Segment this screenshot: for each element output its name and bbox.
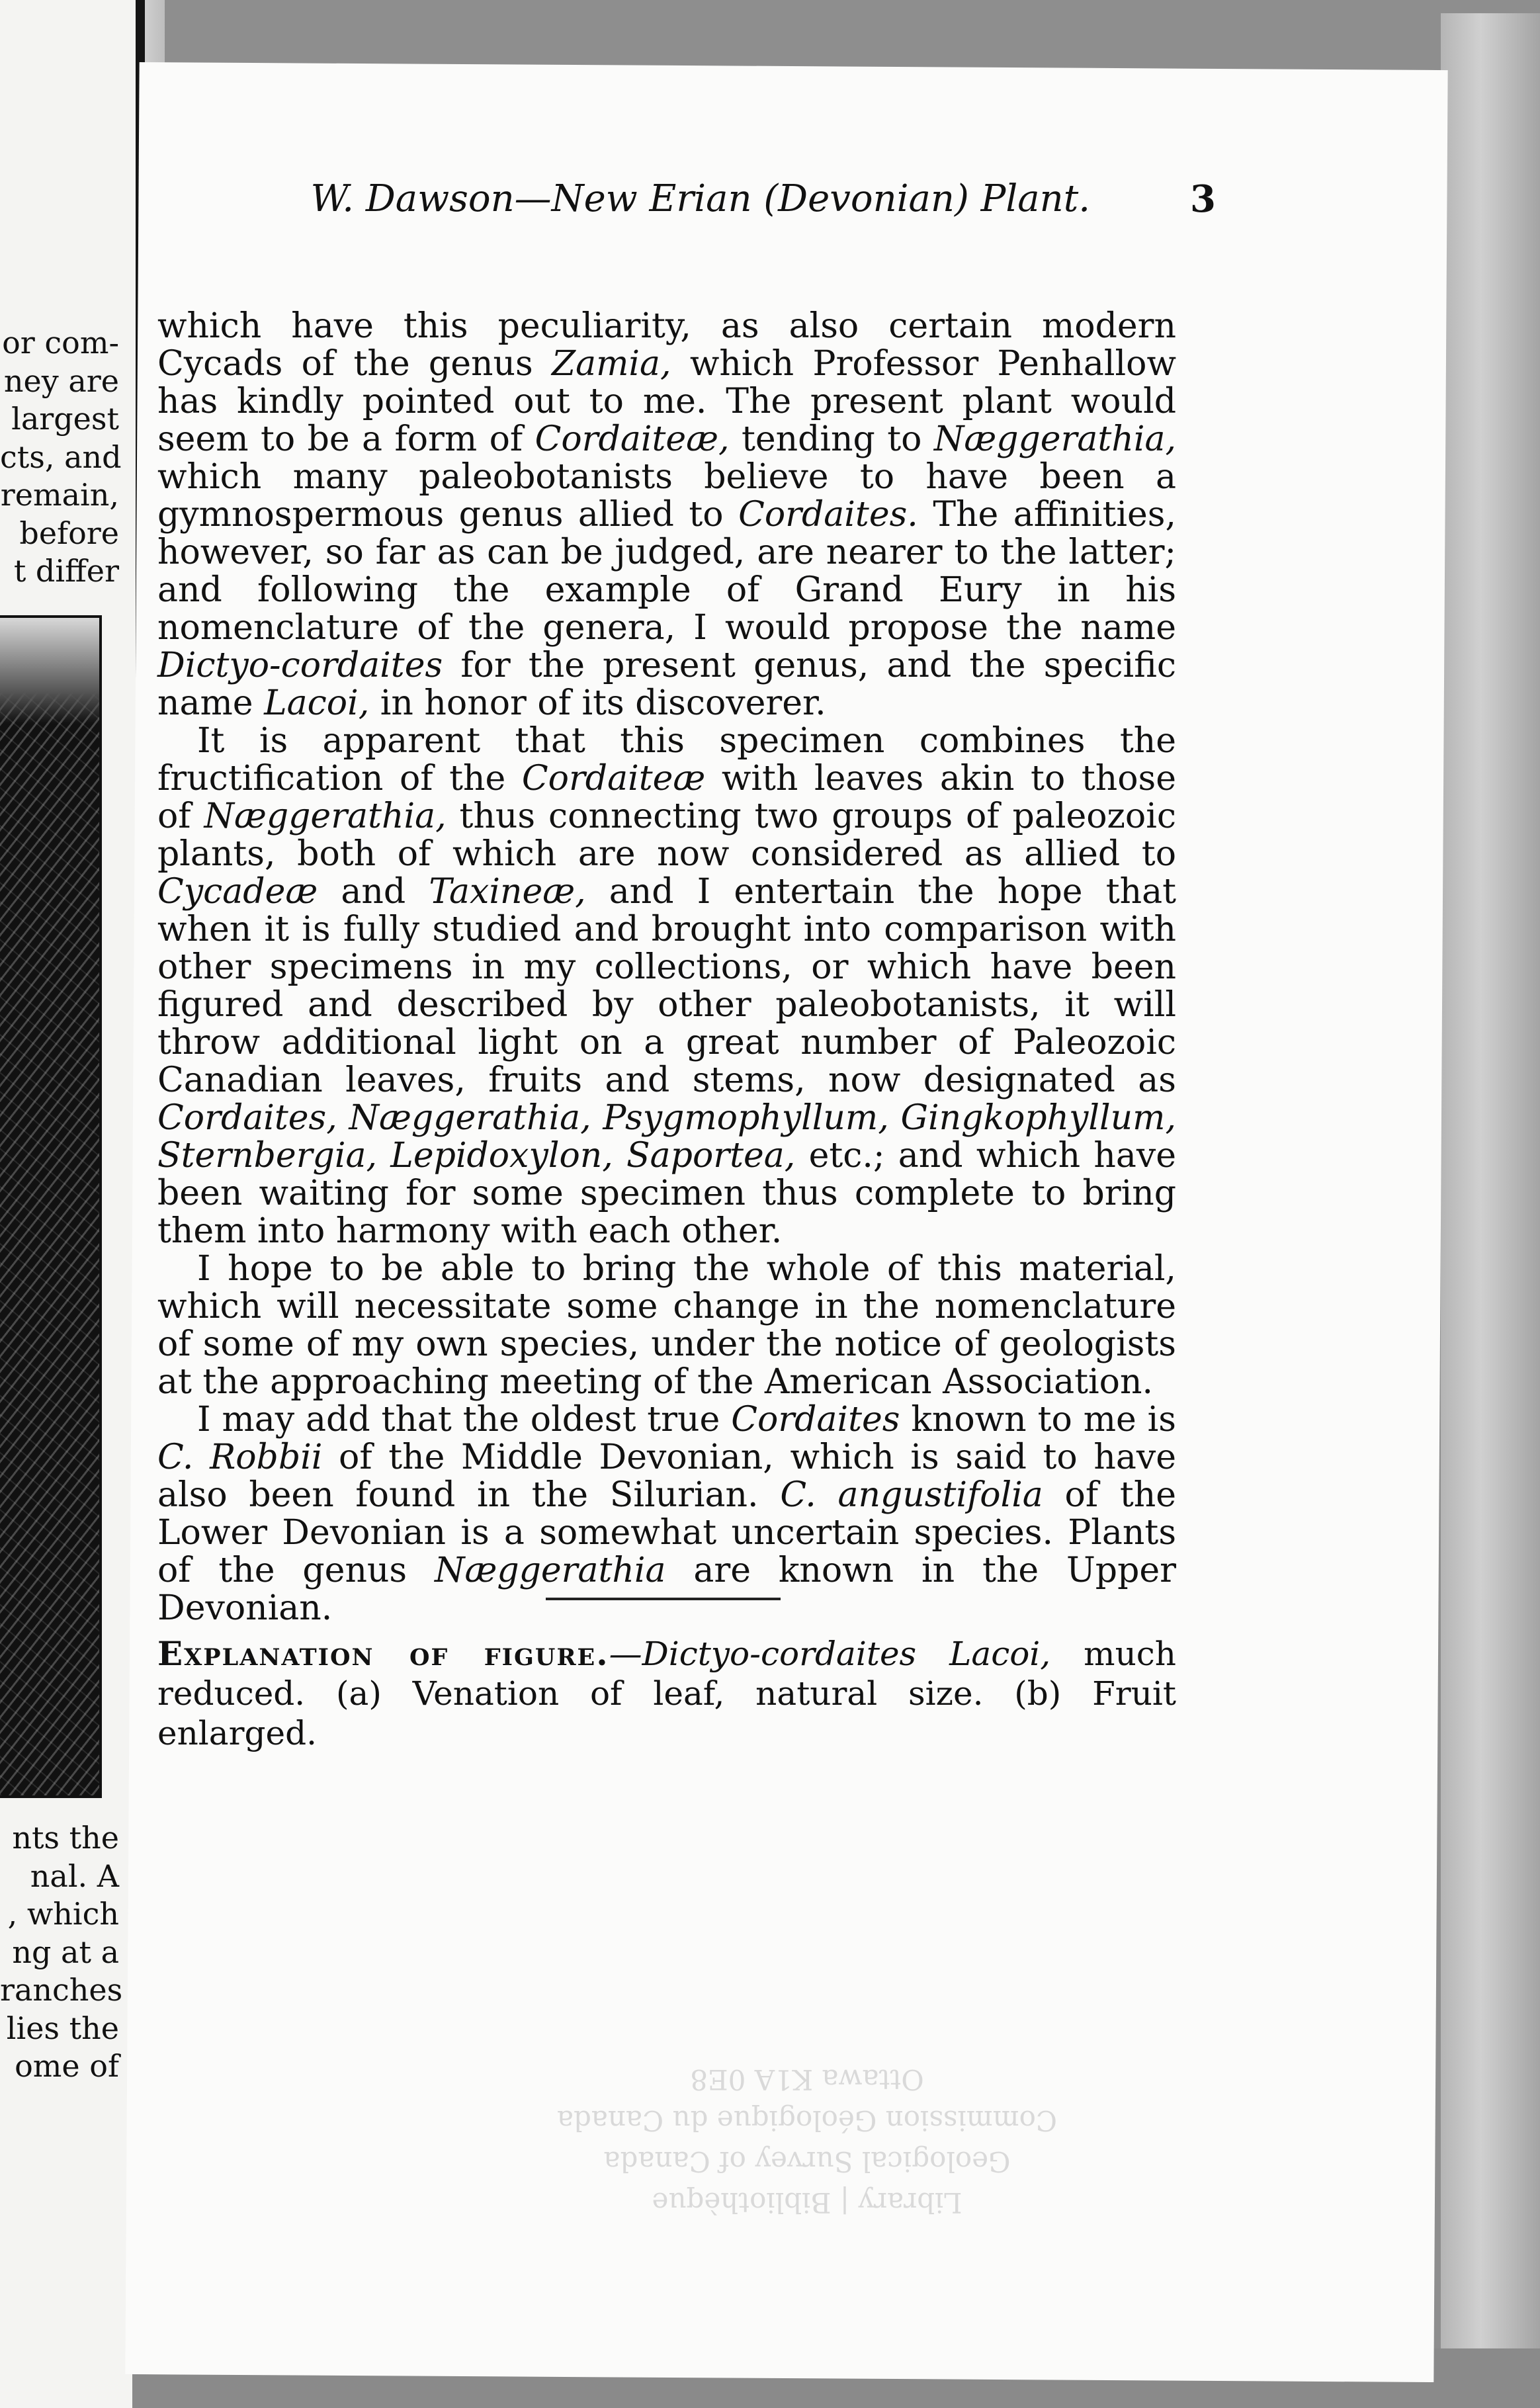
left-page-top-text [0, 324, 122, 591]
page-number: 3 [1190, 177, 1216, 221]
text-run: with leaves akin to those of [157, 759, 1176, 836]
text-run: for the present genus, and the specific name [157, 646, 1176, 723]
paragraph-2 [157, 722, 1176, 1250]
library-stamp-bleedthrough [476, 2004, 1138, 2223]
engraving-texture [0, 618, 99, 1795]
running-header [197, 177, 1216, 237]
stamp-line: Commission Géologique du Canada [556, 2104, 1058, 2137]
text-run: and I entertain the hope that when it is fully studied and brought into comparison with other specimens in my collections, or which have been figured and described by other paleobotanists, it will throw additional light on a great number of Paleozoic Canadian leaves, fruits and stems, now designated as [157, 872, 1177, 1100]
italic-run: C. angustifolia [780, 1475, 1043, 1515]
left-line: cts, and [0, 439, 122, 475]
left-line: t differ [13, 553, 119, 589]
text-run: in honor of its discoverer. [369, 683, 826, 723]
text-run: which have this peculiarity, as also certain modern Cycads of the genus [157, 306, 1176, 384]
text-run: The affinities, however, so far as can be judged, are nearer to the latter; and following the example of Grand Eury in his nomenclature of the genera, I would propose the name [157, 495, 1176, 648]
page-stack-edge [1441, 13, 1540, 2408]
caption-text: much reduced. (a) Venation of leaf, natural size. (b) Fruit enlarged. [157, 1635, 1176, 1752]
italic-run: Cordaites [731, 1400, 900, 1440]
left-line: nts the [12, 1820, 119, 1856]
left-line: ranches [0, 1972, 123, 2008]
italic-run: Cordaites. [738, 495, 918, 535]
left-line: , which [7, 1896, 119, 1932]
left-facing-page [0, 0, 136, 2408]
left-line: before [19, 515, 119, 551]
left-line: or com- [2, 325, 119, 361]
left-line: ome of [15, 2048, 119, 2084]
text-run: of the Middle Devonian, which is said to have also been found in the Silurian. [157, 1438, 1176, 1515]
text-run: are known in the Upper Devonian. [157, 1551, 1176, 1628]
italic-run: Cordaiteæ [521, 759, 706, 798]
text-run: of the Lower Devonian is a somewhat uncertain species. Plants of the genus [157, 1475, 1176, 1590]
left-line: ney are [3, 363, 119, 399]
paragraph-1 [157, 308, 1176, 722]
italic-run: Lacoi, [264, 683, 370, 723]
italic-run: Zamia, [551, 344, 671, 384]
body-text [157, 308, 1176, 1627]
italic-run: Næggerathia [434, 1551, 666, 1590]
running-title: W. Dawson—New Erian (Devonian) Plant. [310, 177, 1090, 220]
italic-run: C. Robbii [157, 1438, 323, 1477]
engraving-highlight [0, 618, 99, 724]
left-line: ng at a [12, 1934, 119, 1970]
fossil-engraving-figure [0, 615, 102, 1798]
left-line: remain, [0, 477, 119, 513]
text-run: etc.; and which have been waiting for some specimen thus complete to bring them into harmony with each other. [157, 1136, 1176, 1251]
left-line: lies the [6, 2010, 119, 2046]
paragraph-3: I hope to be able to bring the whole of this material, which will necessitate some change in the nomenclature of some of my own species, under the notice of geologists at the approaching meeting of the American Association. [157, 1249, 1176, 1402]
italic-run: Cycadeæ [157, 872, 318, 912]
caption-lead: Explanation of figure. [157, 1634, 609, 1673]
stamp-line: Ottawa K1A 0E8 [690, 2063, 924, 2096]
left-line: largest [11, 401, 119, 437]
text-run: I may add that the oldest true [197, 1400, 732, 1440]
paragraph-4 [157, 1401, 1176, 1627]
section-divider [546, 1598, 781, 1600]
caption-species: —Dictyo-cordaites Lacoi, [609, 1635, 1051, 1673]
left-line: nal. A [30, 1858, 119, 1894]
stamp-line: Geological Survey of Canada [603, 2145, 1011, 2178]
text-run: which Professor Penhallow has kindly pointed out to me. The present plant would seem to be a form of [157, 344, 1176, 459]
stamp-line: Library | Bibliothèque [652, 2186, 962, 2219]
figure-caption [157, 1634, 1176, 1753]
text-run: and [318, 872, 429, 912]
italic-run: Taxineæ, [429, 872, 586, 912]
italic-run: Næggerathia, [933, 419, 1176, 459]
left-page-bottom-text [0, 1819, 123, 2086]
text-run: known to me is [900, 1400, 1176, 1440]
italic-run: Dictyo-cordaites [157, 646, 443, 685]
italic-run: Næggerathia, [204, 796, 447, 836]
text-run: which many paleobotanists believe to have been a gymnospermous genus allied to [157, 457, 1176, 535]
italic-run: Cordaites, Næggerathia, Psygmophyllum, Gingkophyllum, Sternbergia, Lepidoxylon, Saportea, [157, 1098, 1176, 1176]
text-run: It is apparent that this specimen combines the fructification of the [157, 721, 1176, 798]
italic-run: Cordaiteæ, [535, 419, 730, 459]
text-run: tending to [729, 419, 934, 459]
text-run: thus connecting two groups of paleozoic plants, both of which are now considered as allied to [157, 796, 1176, 874]
